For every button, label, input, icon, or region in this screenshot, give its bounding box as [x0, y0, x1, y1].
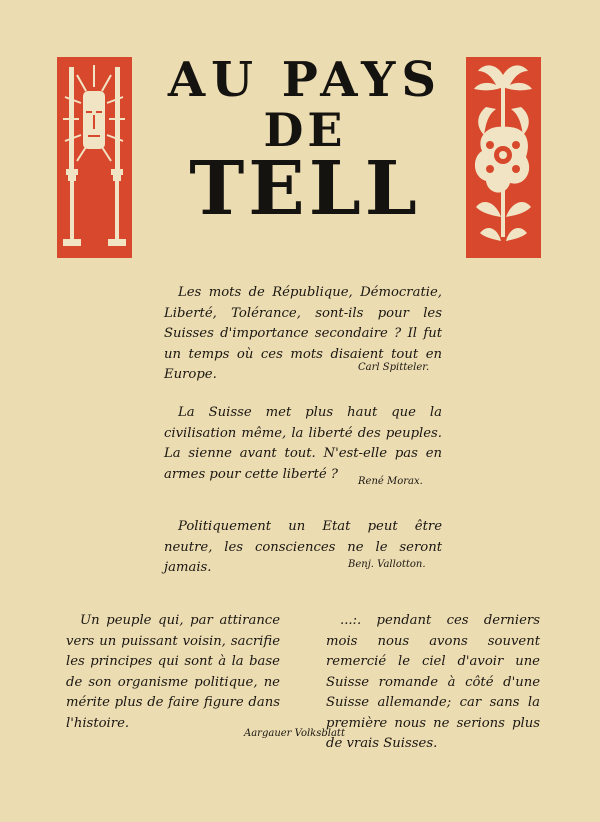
page-title-line-3: TELL	[189, 146, 421, 232]
quote-volksblatt-right	[326, 611, 540, 755]
page-title-line-1: AU PAYS	[167, 52, 443, 108]
flower-rosette-icon	[466, 57, 541, 258]
quote-author: René Morax.	[358, 476, 423, 487]
sun-face-candles-icon	[57, 57, 132, 258]
quote-text: Politiquement un Etat peut être neutre, les consciences ne le seront jamais.	[164, 519, 442, 575]
quote-text: La Suisse met plus haut que la civilisation même, la liberté des peuples. La sienne avant tout. N'est-elle pas en armes pour cette liberté ?	[164, 405, 442, 482]
quote-author: Benj. Vallotton.	[348, 559, 426, 570]
quote-volksblatt-left	[66, 611, 280, 734]
page-title-line-2: DE	[263, 103, 347, 157]
quote-text: ...:. pendant ces derniers mois nous avons souvent remercié le ciel d'avoir une Suisse romande à côté d'une Suisse allemande; car sans la première nous ne serions plus de vrais Suisses.	[326, 613, 540, 751]
quote-morax	[164, 403, 442, 485]
quote-text: Un peuple qui, par attirance vers un puissant voisin, sacrifie les principes qui sont à la base de son organisme politique, ne mérite plus de faire figure dans l'histoire.	[66, 613, 280, 731]
quote-source: Aargauer Volksblatt	[244, 728, 345, 739]
quote-text: Les mots de République, Démocratie, Liberté, Tolérance, sont-ils pour les Suisses d'importance secondaire ? Il fut un temps où ces mots disaient tout en Europe.	[164, 285, 442, 382]
quote-author: Carl Spitteler.	[358, 362, 430, 373]
